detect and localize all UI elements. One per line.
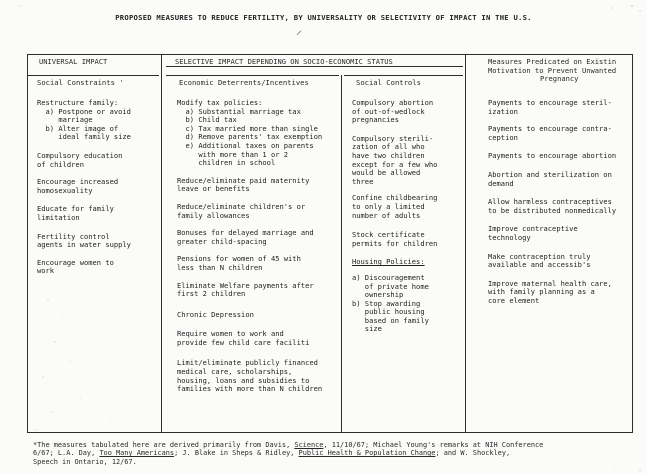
list-item-line: c) Tax married more than single <box>177 123 318 133</box>
list-item <box>37 259 131 276</box>
list-item-line: children in school <box>177 158 276 168</box>
list-item-line: work <box>37 266 55 276</box>
list-item <box>177 229 322 246</box>
list-item-line: d) Remove parents' tax exemption <box>177 132 323 142</box>
header-universal-impact: UNIVERSAL IMPACT <box>39 57 108 66</box>
list-item-line: a) Postpone or avoid <box>37 106 131 116</box>
list-item-line: b) Alter image of <box>37 123 119 133</box>
list-item-line: provide few child care faciliti <box>177 337 310 347</box>
list-item-line: Payments to encourage contra- <box>488 124 612 134</box>
header-motivation-line-1: Measures Predicated on Existin <box>488 57 617 66</box>
footnote-line-1 <box>33 441 637 449</box>
housing-policy-line: based on family <box>352 315 429 325</box>
list-item-line: core element <box>488 295 540 305</box>
list-item-line: b) Child tax <box>177 115 237 125</box>
list-item <box>488 198 616 215</box>
footnote-star: * <box>33 441 38 449</box>
list-item-line: leave or benefits <box>177 184 250 194</box>
footnote <box>33 441 637 466</box>
header-selective-impact: SELECTIVE IMPACT DEPENDING ON SOCIO-ECONOMIC STATUS <box>175 57 393 66</box>
list-item-line: number of adults <box>352 210 421 220</box>
list-item <box>177 203 322 220</box>
column-divider-1 <box>161 54 162 432</box>
list-item-line: Fertility control <box>37 231 110 241</box>
list-item-line: pregnancies <box>352 115 399 125</box>
housing-policy-line: public housing <box>352 307 425 317</box>
subheader-rule-1 <box>27 75 159 76</box>
list-item <box>488 152 616 161</box>
housing-policy-line: a) Discouragement <box>352 272 425 282</box>
list-item <box>488 253 616 270</box>
column-existing-motivation <box>488 99 616 306</box>
list-item-line: agents in water supply <box>37 240 131 250</box>
list-item <box>37 99 131 142</box>
list-item <box>37 178 131 195</box>
subheader-rule-2 <box>166 75 339 76</box>
list-item-line: technology <box>488 232 531 242</box>
list-item-line: Stock certificate <box>352 230 425 240</box>
footnote-text-1b: , 11/10/67; Michael Young's remarks at NIH Conference <box>323 441 544 449</box>
list-item-line: ception <box>488 132 518 142</box>
housing-policy-line: of private home <box>352 281 429 291</box>
list-item-line: homosexuality <box>37 185 93 195</box>
footnote-book-ref: Too Many Americans <box>99 449 175 458</box>
list-item-line: with family planning as a <box>488 287 595 297</box>
list-item-line: have two children <box>352 150 425 160</box>
list-item <box>177 330 322 347</box>
housing-policies-heading: Housing Policies: <box>352 257 425 267</box>
footnote-text-1a: The measures tabulated here are derived primarily from Davis, <box>37 441 295 449</box>
list-item-line: Payments to encourage abortion <box>488 151 617 161</box>
column-social-constraints <box>37 99 131 276</box>
list-item-line: of children <box>37 159 84 169</box>
column-divider-3 <box>465 54 466 432</box>
list-item-line: ization <box>488 106 518 116</box>
list-item-line: Pensions for women of 45 with <box>177 254 301 264</box>
list-item-line: would be allowed <box>352 168 421 178</box>
list-item-line: Make contraception truly <box>488 251 591 261</box>
list-item-line: first 2 children <box>177 289 246 299</box>
list-item-line: ideal family size <box>37 132 131 142</box>
subheader-social-controls: Social Controls <box>356 78 421 87</box>
list-item-line: Improve contraceptive <box>488 224 578 234</box>
list-item-line: to only a limited <box>352 201 425 211</box>
table-top-border <box>27 54 633 55</box>
table-left-border <box>27 54 28 432</box>
list-item-line: a) Substantial marriage tax <box>177 106 301 116</box>
list-item <box>488 125 616 142</box>
housing-policy-line: ownership <box>352 290 404 300</box>
footnote-text-2c: ; and W. Shockley, <box>435 449 511 458</box>
list-item-line: housing, loans and subsidies to <box>177 375 310 385</box>
list-item <box>177 177 322 194</box>
column-economic-deterrents <box>177 99 322 394</box>
list-item <box>352 231 437 248</box>
list-item <box>352 194 437 220</box>
header-motivation <box>488 58 616 84</box>
list-item-line: Encourage increased <box>37 177 119 187</box>
list-item-line: marriage <box>37 115 93 125</box>
list-item-line: greater child-spacing <box>177 236 267 246</box>
footnote-science-ref: Science <box>294 441 324 449</box>
list-item <box>177 255 322 272</box>
list-item-line: Compulsory sterili- <box>352 133 434 143</box>
list-item-line: Reduce/eliminate children's or <box>177 201 306 211</box>
footnote-text-2a: 6/67; L.A. Day, <box>33 449 100 458</box>
housing-policies <box>352 258 437 334</box>
table-bottom-border <box>27 432 633 433</box>
housing-policy-line: size <box>352 324 382 334</box>
list-item-line: Restructure family: <box>37 98 119 107</box>
list-item <box>37 233 131 250</box>
list-item-line: limitation <box>37 212 80 222</box>
list-item-line: e) Additional taxes on parents <box>177 140 314 150</box>
list-item-line: permits for children <box>352 238 438 248</box>
list-item-line: Educate for family <box>37 204 114 214</box>
list-item-line: zation of all who <box>352 142 425 152</box>
list-item-line: Eliminate Welfare payments after <box>177 280 314 290</box>
list-item-line: Chronic Depression <box>177 309 254 319</box>
housing-policy-line: b) Stop awarding <box>352 298 421 308</box>
list-item-line: Bonuses for delayed marriage and <box>177 228 314 238</box>
list-item-line: medical care, scholarships, <box>177 367 293 377</box>
table-right-border <box>632 54 633 432</box>
subheader-rule-3 <box>344 75 463 76</box>
list-item <box>177 311 322 320</box>
list-item-line: family allowances <box>177 210 250 220</box>
list-item-line: Modify tax policies: <box>177 98 263 107</box>
list-item-line: Reduce/eliminate paid maternity <box>177 175 310 185</box>
subheader-social-constraints: Social Constraints ' <box>37 78 124 87</box>
list-item-line: with more than 1 or 2 <box>177 149 289 159</box>
scan-mark: ⸝ <box>296 23 303 37</box>
list-item-line: Payments to encourage steril- <box>488 98 612 107</box>
list-item-line: Compulsory abortion <box>352 98 434 107</box>
list-item-line: Abortion and sterilization on <box>488 169 612 179</box>
header-motivation-line-2: Motivation to Prevent Unwanted <box>488 65 617 75</box>
footnote-text-2b: ; J. Blake in Sheps & Ridley, <box>174 449 299 458</box>
list-item-line: less than N children <box>177 262 263 272</box>
list-item-line: Compulsory education <box>37 150 123 160</box>
list-item-line: to be distributed nonmedically <box>488 205 617 215</box>
list-item <box>488 171 616 188</box>
list-item <box>488 225 616 242</box>
list-item <box>177 282 322 299</box>
list-item-line: available and accessib's <box>488 260 591 270</box>
column-divider-2 <box>341 75 342 432</box>
list-item <box>177 99 322 168</box>
page-title: PROPOSED MEASURES TO REDUCE FERTILITY, BY UNIVERSALITY OR SELECTIVITY OF IMPACT IN THE U.S. <box>115 13 532 22</box>
list-item-line: Limit/eliminate publicly financed <box>177 358 318 368</box>
list-item <box>352 135 437 187</box>
footnote-line-3: Speech in Ontario, 12/67. <box>33 457 137 466</box>
list-item <box>37 205 131 222</box>
list-item <box>488 280 616 306</box>
list-item-line: three <box>352 176 374 186</box>
list-item <box>488 99 616 116</box>
header-motivation-line-3: Pregnancy <box>540 74 579 84</box>
column-social-controls <box>352 99 437 334</box>
list-item-line: Allow harmless contraceptives <box>488 197 612 207</box>
list-item <box>177 359 322 393</box>
list-item-line: Confine childbearing <box>352 193 438 203</box>
list-item-line: Improve maternal health care, <box>488 278 612 288</box>
list-item-line: except for a few who <box>352 159 438 169</box>
list-item-line: families with more than N children <box>177 384 323 394</box>
list-item <box>37 152 131 169</box>
footnote-journal-ref: Public Health & Population Change <box>298 449 436 458</box>
list-item-line: demand <box>488 178 514 188</box>
list-item-line: Require women to work and <box>177 329 284 339</box>
list-item-line: of out-of-wedlock <box>352 106 425 116</box>
footnote-line-2 <box>33 449 637 457</box>
list-item <box>352 99 437 125</box>
list-item-line: Encourage women to <box>37 257 114 267</box>
subheader-economic-deterrents: Economic Deterrents/Incentives <box>179 78 309 87</box>
